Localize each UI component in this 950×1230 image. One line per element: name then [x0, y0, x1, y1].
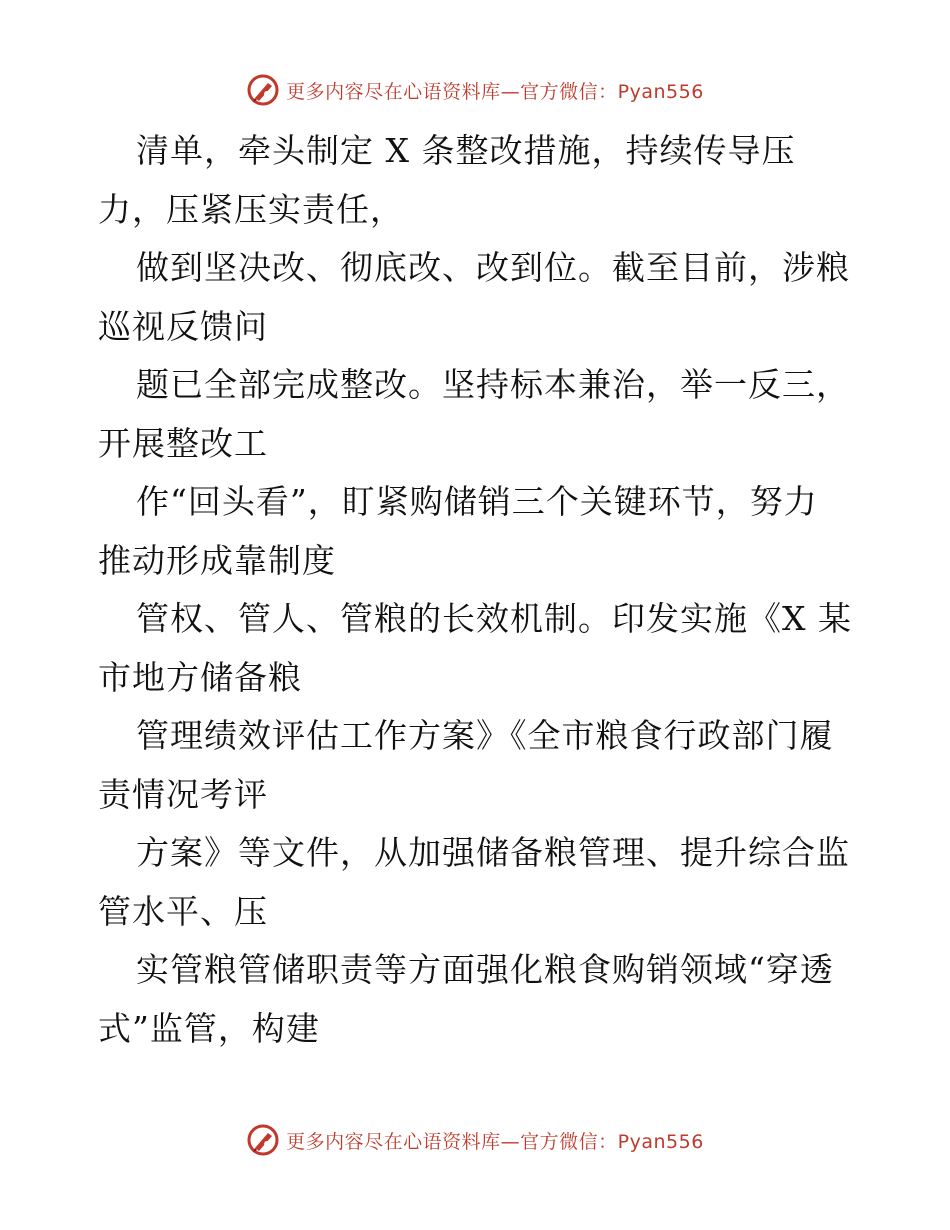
header-watermark-text: 更多内容尽在心语资料库—官方微信：Pyan556 — [286, 80, 704, 103]
text-line: 管水平、压 — [98, 891, 268, 931]
text-line: 作“回头看”，盯紧购储销三个关键环节，努力 — [136, 482, 818, 521]
text-line: 实管粮管储职责等方面强化粮食购销领域“穿透 — [136, 950, 834, 989]
text-line: 方案》等文件，从加强储备粮管理、提升综合监 — [136, 833, 850, 872]
footer-watermark — [0, 1118, 950, 1162]
text-line: 式”监管，构建 — [98, 1008, 320, 1048]
pen-seal-icon — [246, 73, 280, 107]
text-line: 开展整改工 — [98, 423, 268, 463]
header-watermark — [0, 68, 950, 112]
text-line: 做到坚决改、彻底改、改到位。截至目前，涉粮 — [136, 248, 850, 287]
text-line: 管理绩效评估工作方案》《全市粮食行政部门履 — [136, 716, 834, 755]
text-line: 清单，牵头制定 X 条整改措施，持续传导压 — [136, 131, 796, 170]
text-line: 市地方储备粮 — [98, 657, 302, 697]
text-line: 题已全部完成整改。坚持标本兼治，举一反三， — [136, 365, 850, 404]
text-line: 责情况考评 — [98, 774, 268, 814]
footer-watermark-text: 更多内容尽在心语资料库—官方微信：Pyan556 — [286, 1130, 704, 1153]
text-line: 巡视反馈问 — [98, 306, 268, 346]
pen-seal-icon — [246, 1123, 280, 1157]
text-line: 力，压紧压实责任， — [98, 189, 404, 229]
text-line: 推动形成靠制度 — [98, 540, 336, 580]
text-line: 管权、管人、管粮的长效机制。印发实施《X 某 — [136, 599, 852, 638]
document-body — [98, 122, 858, 1058]
